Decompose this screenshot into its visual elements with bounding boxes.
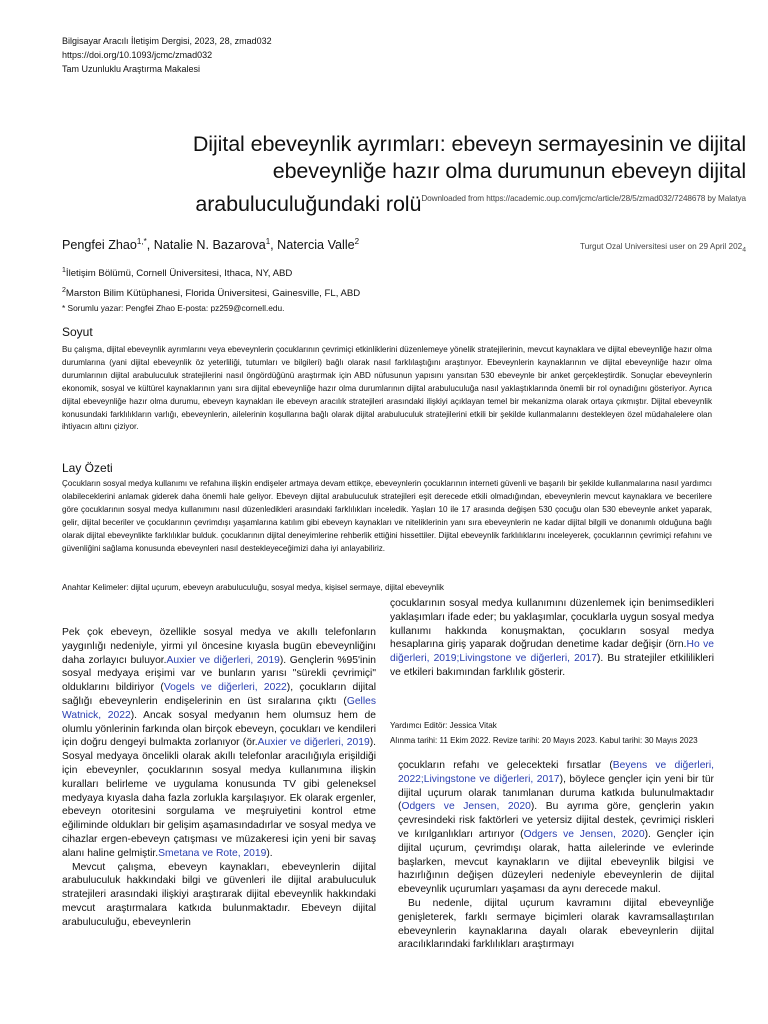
body-text: ), böylece gençler için yeni bir tür dijital uçurum olarak tanımlanan duruma katkıda bulunulmaktadır ( bbox=[398, 773, 714, 813]
affiliation-2-num: 2 bbox=[62, 287, 66, 295]
article-title bbox=[193, 131, 746, 218]
author-list bbox=[62, 237, 359, 252]
citation-link[interactable]: Gelles Watnick, 2022 bbox=[62, 695, 376, 721]
citation-link[interactable]: Odgers ve Jensen, 2020 bbox=[523, 828, 645, 840]
body-text: ). Gençlerin %95'inin sosyal medyaya erişimi var ve bunların yarısı "sürekli çevrimiçi" olduklarını bildiriyor ( bbox=[62, 654, 377, 694]
author-3-affil: 2 bbox=[354, 237, 360, 246]
journal-name: Bilgisayar Aracılı İletişim Dergisi, 2023, 28, zmad032 bbox=[62, 36, 272, 46]
body-paragraph: Bu nedenle, dijital uçurum kavramını dijital ebeveynliğe genişleterek, farklı sermaye biçimleri olarak kavramsallaştırılan ebeveynlerin kaynaklarına dayalı olarak ebeveynlerin dijital aracılıklarındaki farklılıkları araştırmayı bbox=[398, 897, 714, 951]
author-1-star: * bbox=[143, 237, 147, 246]
citation-link[interactable]: Odgers ve Jensen, 2020 bbox=[401, 801, 531, 813]
citation-link[interactable]: Ho ve diğerleri, 2019;Livingstone ve diğerleri, 2017 bbox=[390, 639, 714, 665]
doi-link[interactable]: https://doi.org/10.1093/jcmc/zmad032 bbox=[62, 50, 213, 60]
affiliation-1-num: 1 bbox=[62, 267, 66, 274]
corresponding-author: * Sorumlu yazar: Pengfei Zhao E-posta: pz259@cornell.edu. bbox=[62, 303, 285, 314]
body-text: çocuklarının sosyal medya kullanımını düzenlemek için benimsedikleri yaklaşımları ifade eder; bu yaklaşımlar, çocuklarla uygun sosyal medya kullanımı hakkında konuşmaktan, çocukların sosyal medya hesaplarına giriş yaparak doğrudan denetime kadar değişir (örn. bbox=[390, 598, 714, 651]
keywords: Anahtar Kelimeler: dijital uçurum, ebeveyn arabuluculuğu, sosyal medya, kişisel sermaye, dijital ebeveynlik bbox=[62, 583, 444, 592]
title-line-3-text: arabuluculuğundaki rolü bbox=[195, 192, 422, 216]
body-text: ). Gençler için dijital uçurum, çevrimdışı olarak, hatta ailelerinde ve evlerinde başlarken, mevcut kaynakların ve dijital ebeveynlik bilgisi ve hazırlığının değişen düzeyleri nedeniyle ebeveynlerin de dijital ebeveynlik uçurumları yaşaması da aynı derecede makul. bbox=[398, 828, 714, 896]
author-1: Pengfei Zhao bbox=[62, 238, 137, 253]
body-text: ), çocukların dijital sağlığı ebeveynlerin endişelerinin en üst sıralarına çıktı ( bbox=[62, 682, 377, 707]
body-paragraph bbox=[62, 626, 376, 861]
body-text: çocukların refahı ve gelecekteki fırsatlar ( bbox=[398, 760, 613, 771]
affiliation-1 bbox=[62, 263, 360, 281]
title-line-3 bbox=[193, 185, 746, 218]
affiliation-2 bbox=[62, 283, 360, 301]
citation-link[interactable]: Vogels ve diğerleri, 2022 bbox=[163, 682, 287, 694]
title-line-1: Dijital ebeveynlik ayrımları: ebeveyn sermayesinin ve dijital bbox=[192, 132, 746, 156]
body-right-column-top bbox=[390, 597, 714, 680]
download-note-2 bbox=[580, 242, 746, 254]
associate-editor: Yardımcı Editör: Jessica Vitak bbox=[390, 721, 497, 730]
body-text: ). Ancak sosyal medyanın hem olumsuz hem de olumlu yönlerinin farkında olan birçok ebeveyn, çocukları ve kendileri için doğru dengeyi bulmakta zorlanıyor (ör. bbox=[62, 709, 376, 749]
citation-link[interactable]: Auxier ve diğerleri, 2019 bbox=[166, 654, 280, 666]
article-type: Tam Uzunluklu Araştırma Makalesi bbox=[62, 64, 201, 74]
author-3: Natercia Valle bbox=[277, 238, 355, 253]
body-left-column bbox=[62, 626, 376, 930]
body-paragraph: Mevcut çalışma, ebeveyn kaynakları, ebeveynlerin dijital arabuluculuk hakkındaki bilgi ve güvenleri ile dijital arabuluculuk stratejileri arasındaki ilişkiyi araştırarak dijital ebeveynlik hakkındaki mevcut araştırmalara katkıda bulunmaktadır. Ebeveyn dijital arabuluculuğu, ebeveynlerin bbox=[62, 861, 376, 928]
abstract-text: Bu çalışma, dijital ebeveynlik ayrımlarını veya ebeveynlerin çocuklarının çevrimiçi etkinliklerini düzenlemeye yönelik stratejilerinin, mevcut kaynaklara ve dijital ebeveynliğe hazır olma durumlarına (yani dijital ebeveynlik öz yeterliliği, tutumları ve bilgileri) bağlı olarak nasıl farklılaştığını araştırıyor. Ebeveynlerin kaynaklarının ve dijital ebeveynliğe hazır olma durumlarının dijital arabuluculuk stratejilerini nasıl öngördüğünü araştırmak için ABD nüfusunun yapısını yansıtan 530 ebeveynle bir anket gerçekleştirdik. Sonuçlar ebeveynlerin ekonomik, sosyal ve kültürel kaynaklarının yanı sıra dijital ebeveynliğe hazır olma durumlarının dijital arabuluculuğa nasıl yaklaştıklarında önemli bir rol oynadığını gösteriyor. Ayrıca dijital ebeveynliğe hazır olma durumu, ebeveyn kaynakları ile ebeveyn aracılık stratejileri arasındaki ilişkiyi açıklayan temel bir mekanizma olarak ortaya çıkmıştır. Dijital ebeveynlik konusundaki farklılıkların varlığı, ebeveynlerin, ailelerinin koşullarına bağlı olarak dijital arabuluculuk stratejilerini etkili bir şekilde kullanmalarını destekleyen özel müdahalelere olan ihtiyacın altını çiziyor. bbox=[62, 345, 712, 432]
body-text: ). Bu stratejiler etkililikleri ve etkileri bakımından farklılık gösterir. bbox=[390, 653, 714, 678]
article-dates: Alınma tarihi: 11 Ekim 2022. Revize tarihi: 20 Mayıs 2023. Kabul tarihi: 30 Mayıs 2023 bbox=[390, 736, 698, 746]
body-text: Pek çok ebeveyn, özellikle sosyal medya ve akıllı telefonların yaygınlığı nedeniyle, yirmi yıl öncesine kıyasla bugün ebeveynliğinı daha zorlayıcı buluyor. bbox=[62, 627, 376, 666]
body-paragraph bbox=[398, 759, 714, 897]
author-2-affil: 1 bbox=[265, 237, 271, 246]
affiliations bbox=[62, 263, 360, 316]
affiliation-1-text: İletişim Bölümü, Cornell Üniversitesi, Ithaca, NY, ABD bbox=[65, 268, 293, 280]
download-note-3: 4 bbox=[742, 246, 746, 254]
body-paragraph bbox=[390, 597, 714, 680]
citation-link[interactable]: Smetana ve Rote, 2019 bbox=[158, 847, 267, 859]
download-note-1: Downloaded from https://academic.oup.com/jcmc/article/28/5/zmad032/7248678 by Malatya bbox=[421, 194, 746, 203]
body-text: ). Sosyal medyaya öncelikli olarak akıllı telefonlar aracılığıyla erişildiği için ebeveynler, çocuklarının sosyal medya kullanımına ilişkin kuralları belirleme ve uygulama konusunda TV gibi geleneksel medyaya kıyasla daha fazla zorlukla karşılaşıyor. Ek olarak ergenler, ebeveyn otoritesini sorgulama ve meşruiyetini kontrol etme eğiliminde oldukları bir gelişim aşamasındadırlar ve sosyal medya ve cihazlar ergen-ebeveyn çatışması ve müzakeresi için yeni bir savaş alanı haline gelmiştir. bbox=[62, 737, 376, 859]
download-note-2-text: Turgut Ozal Universitesi user on 29 April 202 bbox=[580, 242, 743, 251]
lay-summary-text: Çocukların sosyal medya kullanımı ve refahına ilişkin endişeler artmaya devam ettikçe, ebeveynlerin çocuklarının interneti güvenli ve başarılı bir şekilde kullanmalarına nasıl yardımcı olabileceklerini anlamak giderek daha önemli hale geliyor. Ebeveyn dijital arabuluculuk stratejileri eşit derecede etkili olmadığından, ebeveynlerin mevcut kaynaklara ve becerilere göre çocuklarının sosyal medya kullanımını nasıl düzenledikleri arasındaki farklılıkları inceledik. Yaşları 10 ile 17 arasında değişen 530 çocuğu olan 530 ebeveynle anket yaparak, gelir, dijital beceriler ve çocuklarının çevrimdışı yaşamlarına katılım gibi ebeveyn kaynakları ve niteliklerinin yanı sıra ebeveynlerin ne kadar dijital bilgili ve donanımlı olduğuna bağlı olarak dijital ebeveynlikte farklılıklar bulduk. çocuklarının dijital deneyimlerine rehberlik ettiğini hissettiler. Dijital ebeveynlik farklılıklarını inceleyerek, çocuklarının çevrimiçi refahını ve güvenliğini sağlama konusunda ebeveynleri nasıl destekleyeceğimizi daha iyi anlayabiliriz. bbox=[62, 479, 712, 553]
author-1-affil: 1, bbox=[136, 237, 144, 246]
journal-citation bbox=[62, 34, 272, 62]
editorial-info bbox=[390, 720, 714, 748]
abstract-heading: Soyut bbox=[62, 325, 93, 339]
body-text: ). Bu ayrıma göre, gençlerin yakın çevresindeki risk faktörleri ve yetersiz dijital destek, çevrimiçi riskleri ve kırılganlıkları artırıyor ( bbox=[398, 801, 714, 840]
author-sep: , bbox=[270, 238, 278, 253]
citation-link[interactable]: Beyens ve diğerleri, 2022;Livingstone ve diğerleri, 2017 bbox=[398, 760, 714, 785]
body-text: ). bbox=[266, 847, 273, 859]
citation-link[interactable]: Auxier ve diğerleri, 2019 bbox=[257, 737, 370, 749]
author-sep: , bbox=[146, 238, 154, 253]
title-line-2: ebeveynliğe hazır olma durumunun ebeveyn dijital bbox=[272, 159, 746, 183]
affiliation-2-text: Marston Bilim Kütüphanesi, Florida Üniversitesi, Gainesville, FL, ABD bbox=[65, 288, 361, 300]
author-2: Natalie N. Bazarova bbox=[153, 238, 266, 253]
lay-summary-heading: Lay Özeti bbox=[62, 461, 113, 475]
body-right-column-bottom bbox=[398, 759, 714, 952]
